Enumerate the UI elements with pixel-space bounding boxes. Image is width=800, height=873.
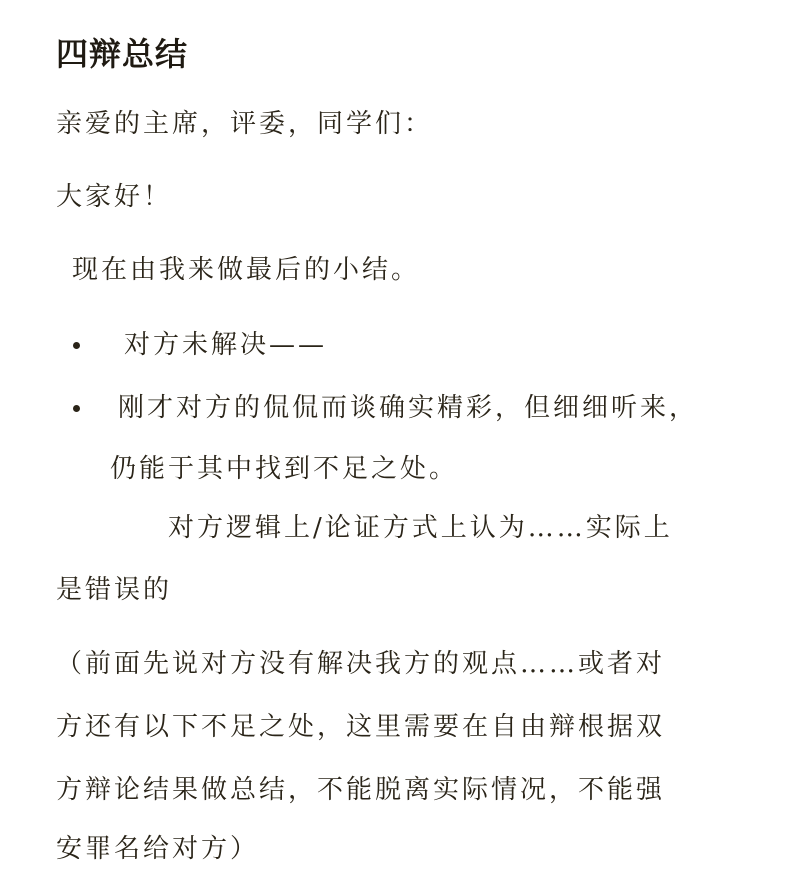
bullet-dot-1 [73, 342, 80, 349]
note-line-1: （前面先说对方没有解决我方的观点……或者对 [56, 649, 666, 679]
bullet-1-line-1: 对方未解决—— [124, 330, 328, 360]
greeting-line: 亲爱的主席，评委，同学们： [56, 109, 434, 139]
logic-line-1: 对方逻辑上/论证方式上认为……实际上 [168, 513, 673, 543]
logic-line-2: 是错误的 [56, 575, 173, 605]
intro-line: 现在由我来做最后的小结。 [72, 255, 421, 285]
page-title: 四辩总结 [56, 35, 189, 73]
note-line-4: 安罪名给对方） [56, 834, 260, 864]
bullet-2-line-2: 仍能于其中找到不足之处。 [110, 454, 459, 484]
note-line-2: 方还有以下不足之处，这里需要在自由辩根据双 [56, 712, 666, 742]
hello-line: 大家好！ [56, 182, 173, 212]
note-line-3: 方辩论结果做总结，不能脱离实际情况，不能强 [56, 775, 666, 805]
bullet-dot-2 [73, 405, 80, 412]
bullet-2-line-1: 刚才对方的侃侃而谈确实精彩，但细细听来， [118, 393, 699, 423]
